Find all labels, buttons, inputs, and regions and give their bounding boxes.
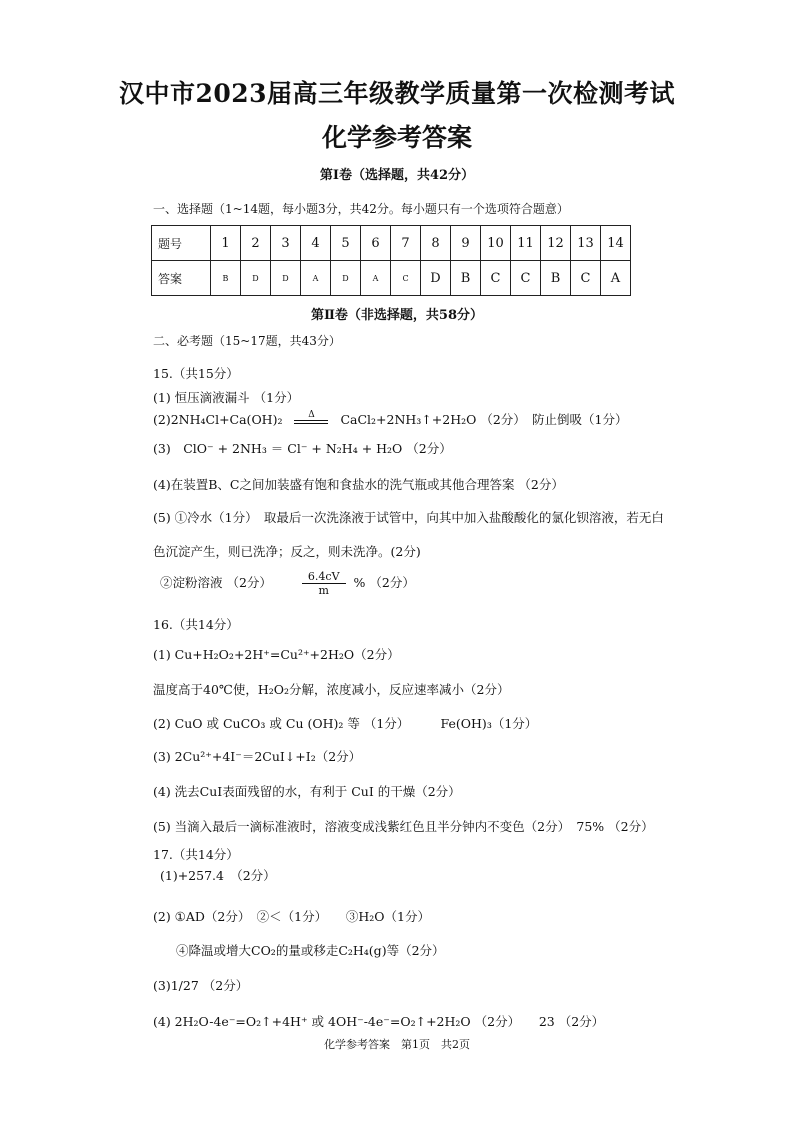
number-cell: 13: [571, 226, 601, 261]
heating-delta: Δ: [308, 410, 315, 420]
answer-cell: C: [571, 261, 601, 296]
answer-cell: C: [481, 261, 511, 296]
number-cell: 9: [451, 226, 481, 261]
number-cell: 6: [361, 226, 391, 261]
number-cell: 4: [301, 226, 331, 261]
q17-answer-4: (3)1/27 （2分）: [153, 978, 249, 993]
number-cell: 1: [211, 226, 241, 261]
q15-answer-6: [160, 570, 415, 597]
number-cell: 10: [481, 226, 511, 261]
q16-heading: 16.（共14分）: [153, 617, 239, 632]
answer-cell: D: [421, 261, 451, 296]
answer-cell: A: [361, 261, 391, 296]
page-subtitle: 化学参考答案: [321, 123, 472, 152]
answer-table: [151, 225, 631, 296]
number-cell: 5: [331, 226, 361, 261]
q16-answer-5: (4) 洗去CuI表面残留的水，有利于 CuI 的干燥（2分）: [153, 784, 461, 799]
answer-cell: B: [211, 261, 241, 296]
q17-answer-1: (1)+257.4 （2分）: [160, 868, 276, 883]
q15-answer-2-reactants: (2)2NH₄Cl+Ca(OH)₂: [153, 412, 283, 427]
number-cell: 3: [271, 226, 301, 261]
q17-heading: 17.（共14分）: [153, 847, 239, 862]
answer-cell: A: [301, 261, 331, 296]
number-cell: 14: [601, 226, 631, 261]
answer-cell: A: [601, 261, 631, 296]
section1-heading: 一、选择题（1~14题，每小题3分，共42分。每小题只有一个选项符合题意）: [153, 202, 569, 216]
q15-answer-3: (3) ClO⁻ + 2NH₃ ＝ Cl⁻ + N₂H₄ + H₂O （2分）: [153, 441, 452, 456]
number-cell: 8: [421, 226, 451, 261]
q15-answer-2: [153, 410, 628, 428]
q15-answer-4: (4)在装置B、C之间加装盛有饱和食盐水的洗气瓶或其他合理答案 （2分）: [153, 477, 564, 492]
answer-table-answer-row: [152, 261, 631, 296]
number-cell: 2: [241, 226, 271, 261]
q15-heading: 15.（共15分）: [153, 366, 239, 381]
q17-answer-5: (4) 2H₂O-4e⁻=O₂↑+4H⁺ 或 4OH⁻-4e⁻=O₂↑+2H₂O （2分） 23 （2分）: [153, 1014, 605, 1029]
q16-answer-3: (2) CuO 或 CuCO₃ 或 Cu (OH)₂ 等 （1分） Fe(OH)₃（1分）: [153, 716, 538, 731]
section2-heading: 二、必考题（15~17题，共43分）: [153, 334, 341, 348]
answer-cell: B: [541, 261, 571, 296]
number-cell: 11: [511, 226, 541, 261]
q16-answer-1: (1) Cu+H₂O₂+2H⁺=Cu²⁺+2H₂O（2分）: [153, 647, 400, 662]
answer-cell: C: [511, 261, 541, 296]
fraction-denominator: m: [318, 584, 329, 597]
q16-answer-6: (5) 当滴入最后一滴标准液时，溶液变成浅紫红色且半分钟内不变色（2分） 75% （2分）: [153, 819, 654, 834]
answer-cell: C: [391, 261, 421, 296]
q17-answer-3: ④降温或增大CO₂的量或移走C₂H₄(g)等（2分）: [176, 943, 445, 958]
number-header-cell: 题号: [152, 226, 211, 261]
part2-heading: 第Ⅱ卷（非选择题，共58分）: [310, 308, 484, 323]
q16-answer-2: 温度高于40℃使，H₂O₂分解，浓度减小，反应速率减小（2分）: [153, 682, 510, 697]
purity-fraction: [302, 570, 346, 597]
answer-cell: D: [241, 261, 271, 296]
q15-answer-5a: (5) ①冷水（1分） 取最后一次洗涤液于试管中，向其中加入盐酸酸化的氯化钡溶液，若无白: [153, 510, 664, 525]
q15-answer-1: (1) 恒压滴液漏斗 （1分）: [153, 390, 300, 405]
answer-cell: D: [331, 261, 361, 296]
answer-cell: D: [271, 261, 301, 296]
number-cell: 12: [541, 226, 571, 261]
answer-header-cell: 答案: [152, 261, 211, 296]
q15-answer-6-indicator: ②淀粉溶液 （2分）: [160, 575, 272, 590]
page-footer: 化学参考答案 第1页 共2页: [324, 1038, 470, 1051]
heating-condition-sign: [294, 411, 328, 424]
q15-answer-2-products: CaCl₂+2NH₃↑+2H₂O （2分） 防止倒吸（1分）: [340, 412, 628, 427]
fraction-numerator: 6.4cV: [302, 570, 346, 584]
q17-answer-2: (2) ①AD（2分） ②＜（1分） ③H₂O（1分）: [153, 909, 430, 924]
number-cell: 7: [391, 226, 421, 261]
q15-answer-6-unit: % （2分）: [353, 575, 415, 590]
part1-heading: 第Ⅰ卷（选择题，共42分）: [319, 168, 475, 183]
page-title: 汉中市2023届高三年级教学质量第一次检测考试: [118, 79, 676, 108]
q15-answer-5b: 色沉淀产生，则已洗净；反之，则未洗净。(2分): [153, 544, 421, 559]
answer-table-number-row: [152, 226, 631, 261]
q16-answer-4: (3) 2Cu²⁺+4I⁻＝2CuI↓+I₂（2分）: [153, 749, 362, 764]
answer-cell: B: [451, 261, 481, 296]
